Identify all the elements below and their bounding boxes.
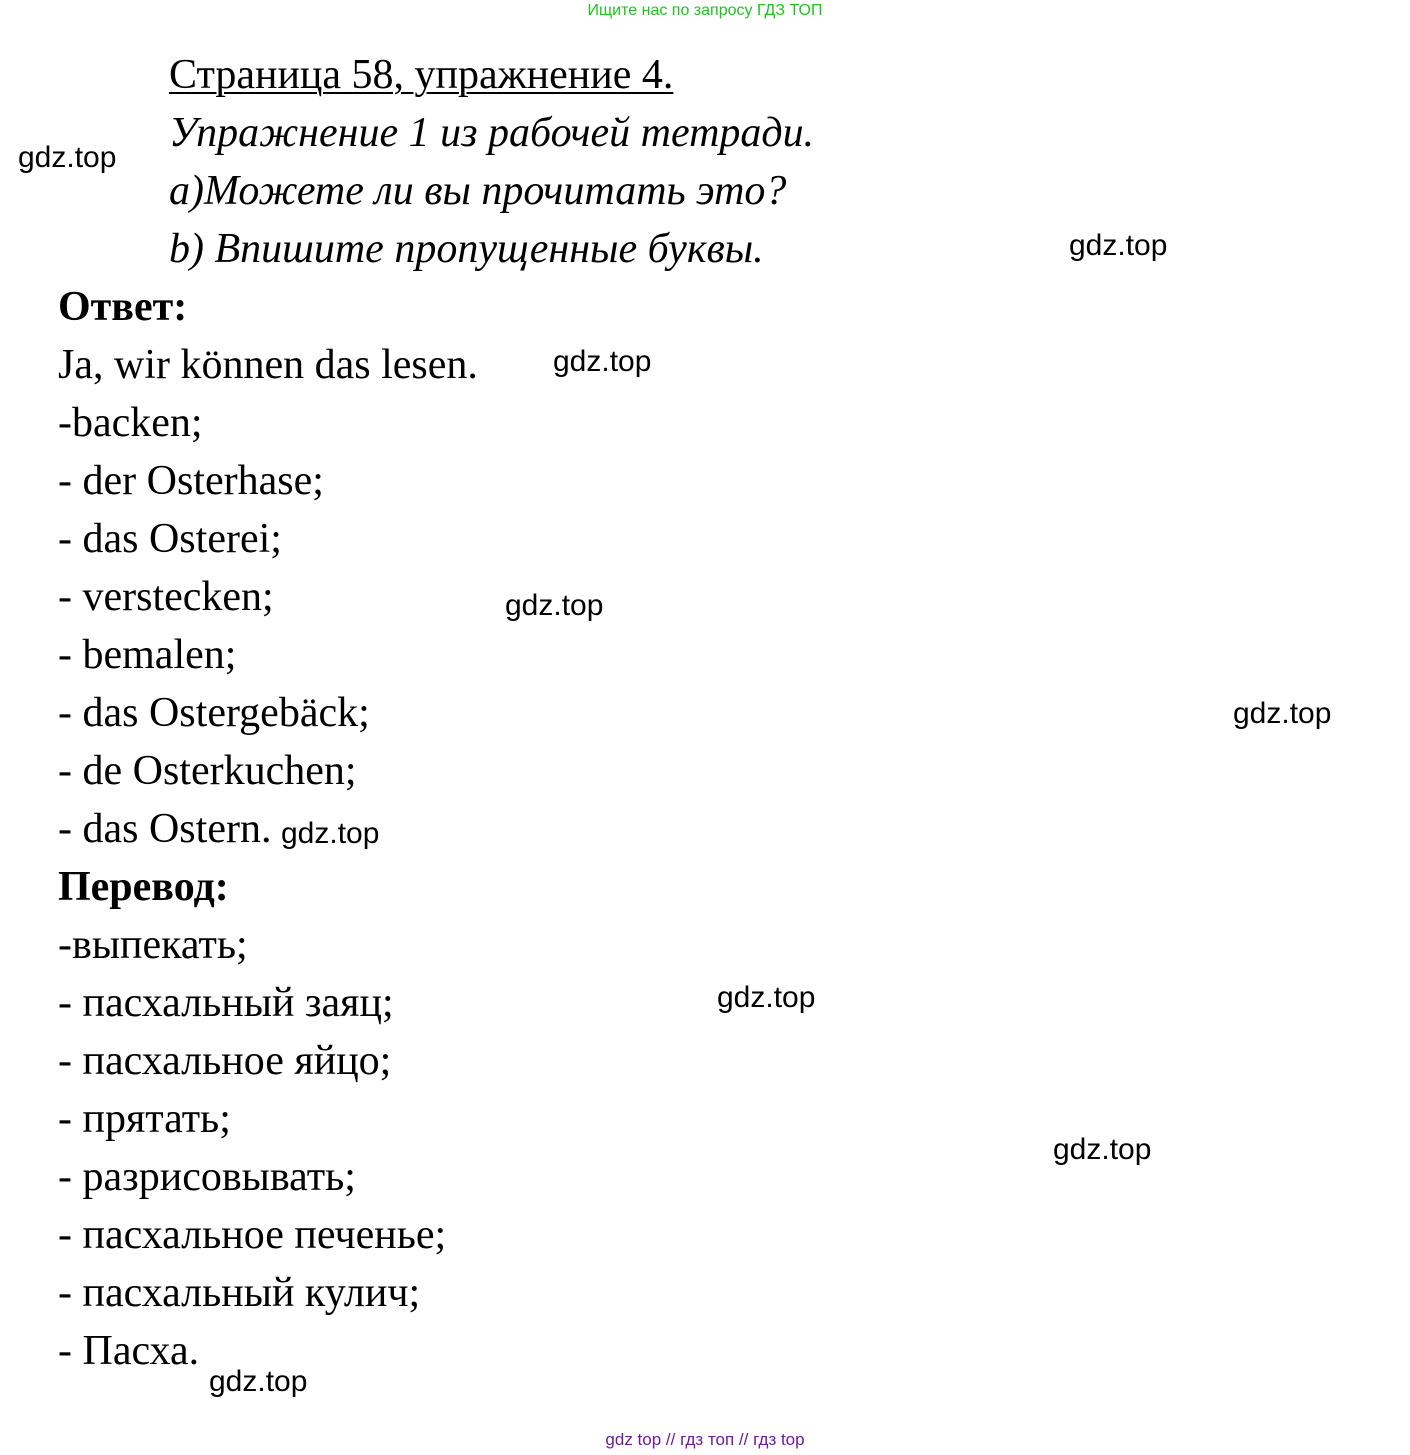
answer-item: - bemalen; xyxy=(58,632,237,678)
answer-intro: Ja, wir können das lesen. xyxy=(58,342,478,388)
answer-item: - das Ostergebäck; xyxy=(58,690,370,736)
translation-item: - пасхальный кулич; xyxy=(58,1270,421,1316)
answer-item: - das Osterei; xyxy=(58,516,282,562)
translation-item: - пасхальный заяц; xyxy=(58,980,394,1026)
translation-item: -выпекать; xyxy=(58,922,248,968)
watermark: gdz.top xyxy=(1233,697,1332,730)
translation-item: - прятать; xyxy=(58,1096,231,1142)
search-banner: Ищите нас по запросу ГДЗ ТОП xyxy=(587,2,823,19)
page-title: Страница 58, упражнение 4. xyxy=(169,52,674,98)
answer-item: - de Osterkuchen; xyxy=(58,748,357,794)
task-line-3: b) Впишите пропущенные буквы. xyxy=(169,226,764,272)
answer-item: - das Ostern. xyxy=(58,806,272,852)
task-line-2: a)Можете ли вы прочитать это? xyxy=(169,168,787,214)
answer-heading: Ответ: xyxy=(58,284,188,330)
translation-item: - Пасха. xyxy=(58,1328,200,1374)
watermark: gdz.top xyxy=(717,981,816,1014)
footer-links: gdz top // гдз топ // гдз top xyxy=(605,1430,805,1449)
watermark: gdz.top xyxy=(1069,229,1168,262)
answer-item: - der Osterhase; xyxy=(58,458,324,504)
task-line-1: Упражнение 1 из рабочей тетради. xyxy=(169,110,815,156)
translation-heading: Перевод: xyxy=(58,864,229,910)
watermark: gdz.top xyxy=(18,141,117,174)
answer-item: -backen; xyxy=(58,400,203,446)
answer-item: - verstecken; xyxy=(58,574,274,620)
translation-item: - разрисовывать; xyxy=(58,1154,356,1200)
watermark: gdz.top xyxy=(1053,1133,1152,1166)
watermark: gdz.top xyxy=(281,817,380,850)
watermark: gdz.top xyxy=(505,589,604,622)
watermark: gdz.top xyxy=(553,345,652,378)
watermark: gdz.top xyxy=(209,1365,308,1398)
translation-item: - пасхальное яйцо; xyxy=(58,1038,392,1084)
translation-item: - пасхальное печенье; xyxy=(58,1212,447,1258)
